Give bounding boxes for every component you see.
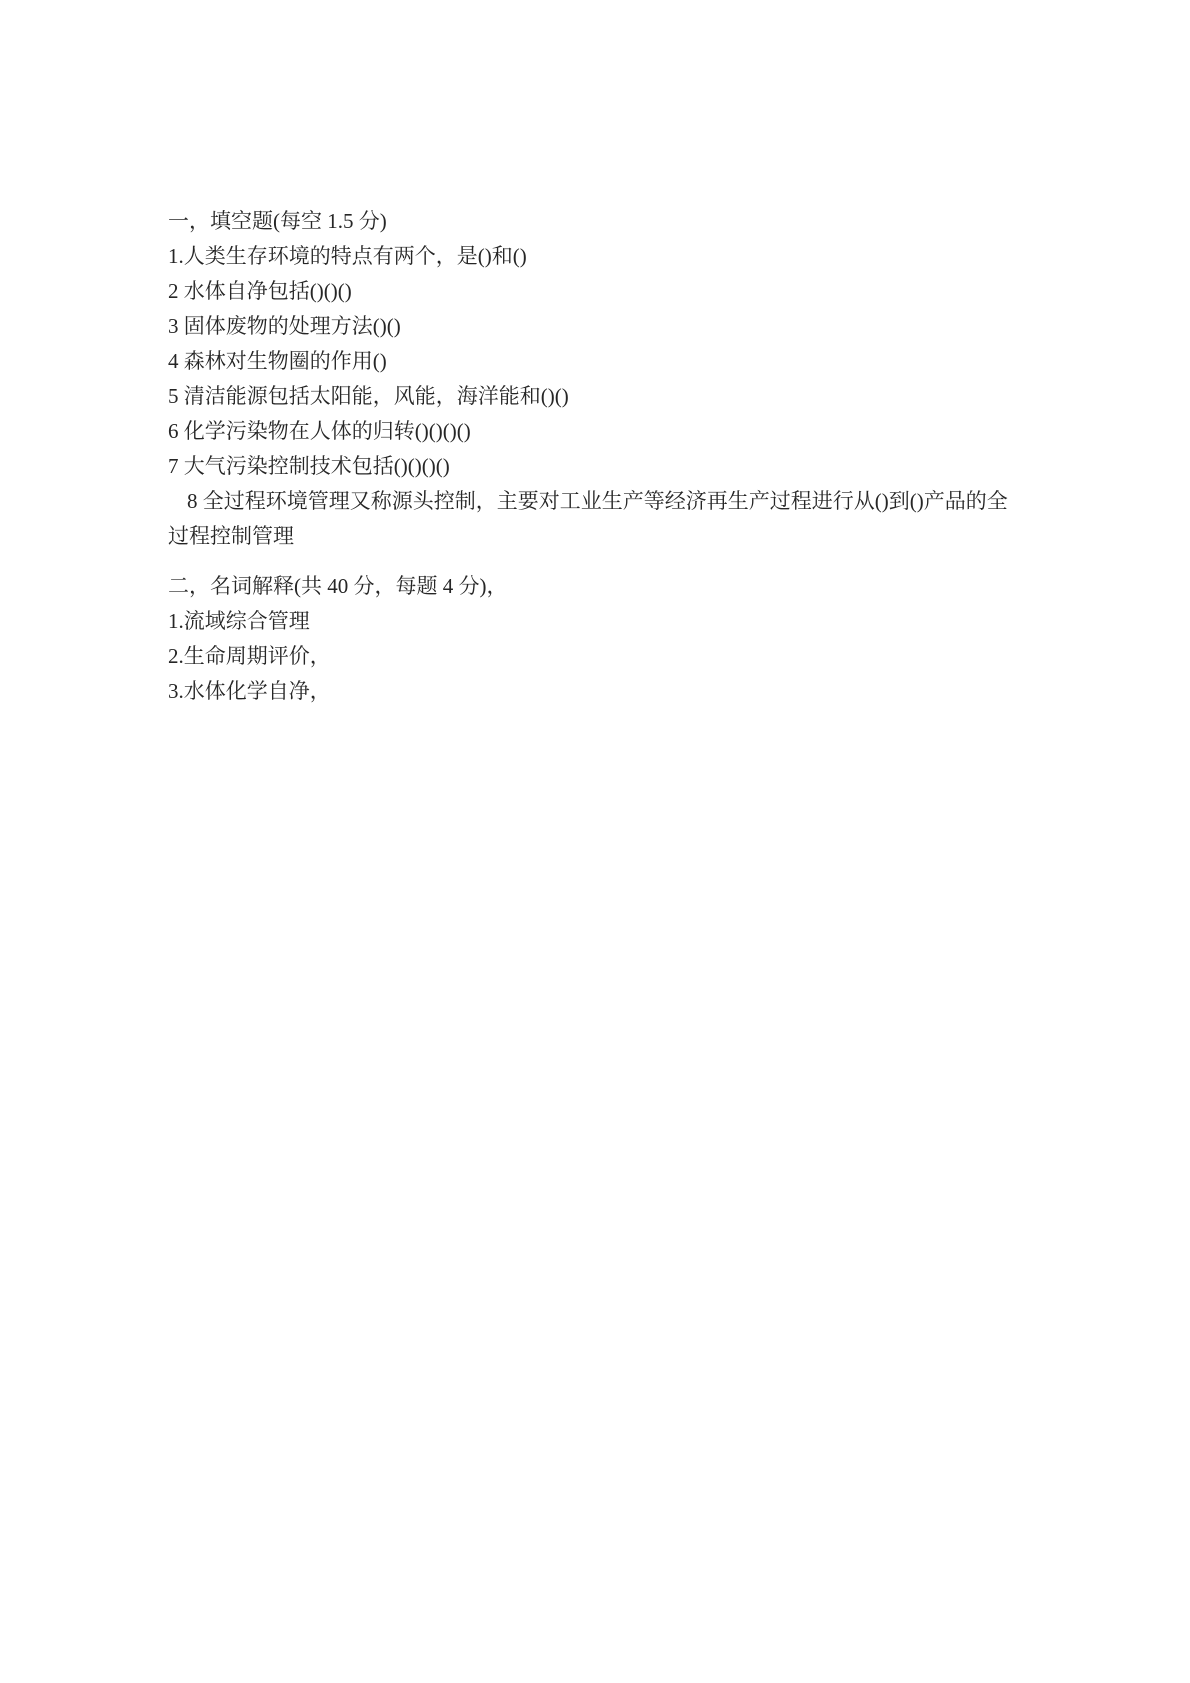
section2-heading: 二，名词解释(共 40 分，每题 4 分)， <box>168 574 508 598</box>
section1-heading: 一，填空题(每空 1.5 分) <box>168 209 387 233</box>
section1-item-6: 6 化学污染物在人体的归转()()()() <box>168 419 471 443</box>
section1-item-4: 4 森林对生物圈的作用() <box>168 349 387 373</box>
section2-item-3: 3.水体化学自净， <box>168 679 331 703</box>
document-content <box>168 204 1013 709</box>
section1-item-1: 1.人类生存环境的特点有两个，是()和() <box>168 244 527 268</box>
section2-item-2: 2.生命周期评价， <box>168 644 331 668</box>
section1-item-2: 2 水体自净包括()()() <box>168 279 352 303</box>
section1-item-5: 5 清洁能源包括太阳能，风能，海洋能和()() <box>168 384 569 408</box>
section2-item-1: 1.流域综合管理 <box>168 609 310 633</box>
blank-line <box>168 554 1013 569</box>
section1-item-8: 8 全过程环境管理又称源头控制，主要对工业生产等经济再生产过程进行从()到()产品的全过程控制管理 <box>168 489 1008 548</box>
section1-item-3: 3 固体废物的处理方法()() <box>168 314 401 338</box>
section1-item-7: 7 大气污染控制技术包括()()()() <box>168 454 450 478</box>
